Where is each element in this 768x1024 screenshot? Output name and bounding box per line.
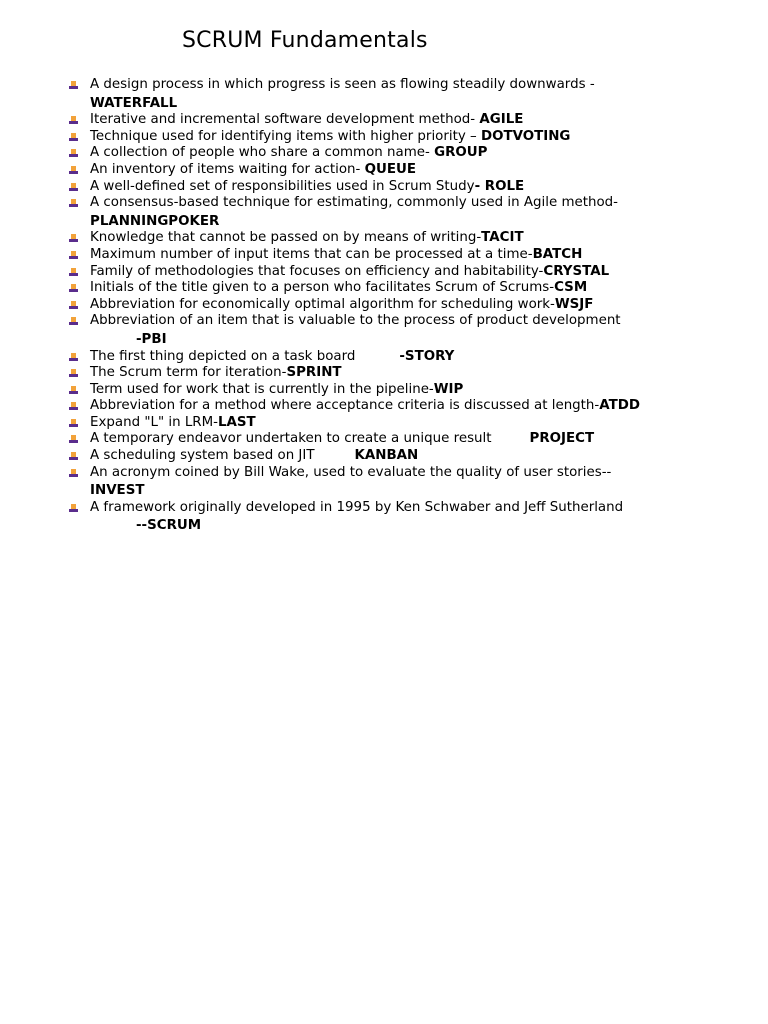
- item-answer: TACIT: [481, 230, 524, 246]
- item-answer: WIP: [433, 381, 464, 397]
- item-answer: CRYSTAL: [543, 263, 610, 279]
- list-item: [66, 448, 756, 465]
- item-question: Abbreviation for a method where acceptance criteria is discussed at length-: [90, 398, 600, 414]
- pencil-bullet-icon: [68, 435, 79, 444]
- pencil-bullet-icon: [68, 419, 79, 428]
- item-question: A collection of people who share a common name-: [90, 145, 435, 161]
- item-answer: WATERFALL: [90, 95, 178, 111]
- pencil-bullet-icon: [68, 81, 79, 90]
- list-item: [66, 280, 756, 297]
- item-question: Knowledge that cannot be passed on by means of writing-: [90, 230, 482, 246]
- list-item: [66, 230, 756, 247]
- pencil-bullet-icon: [68, 402, 79, 411]
- list-item: [66, 415, 756, 432]
- pencil-bullet-icon: [68, 116, 79, 125]
- item-answer: WSJF: [554, 296, 594, 312]
- pencil-bullet-icon: [68, 369, 79, 378]
- list-item: [66, 112, 756, 129]
- item-answer: ATDD: [599, 398, 640, 414]
- item-question: Abbreviation of an item that is valuable to the process of product development: [90, 313, 621, 329]
- item-question: Family of methodologies that focuses on efficiency and habitability-: [90, 263, 544, 279]
- pencil-bullet-icon: [68, 166, 79, 175]
- item-question: Term used for work that is currently in the pipeline-: [90, 381, 434, 397]
- page-title: SCRUM Fundamentals: [182, 28, 428, 53]
- list-item: [66, 264, 756, 281]
- item-answer: SPRINT: [286, 365, 342, 381]
- item-question: An acronym coined by Bill Wake, used to evaluate the quality of user stories--: [90, 464, 612, 480]
- list-item: [66, 247, 756, 264]
- pencil-bullet-icon: [68, 317, 79, 326]
- item-question: Maximum number of input items that can be processed at a time-: [90, 246, 533, 262]
- pencil-bullet-icon: [68, 251, 79, 260]
- pencil-bullet-icon: [68, 149, 79, 158]
- item-answer: PROJECT: [529, 431, 595, 447]
- pencil-bullet-icon: [68, 284, 79, 293]
- list-item: [66, 382, 756, 399]
- list-item: [66, 179, 756, 196]
- pencil-bullet-icon: [68, 353, 79, 362]
- list-item: [66, 129, 756, 146]
- item-answer: AGILE: [479, 112, 524, 128]
- item-question: A well-defined set of responsibilities used in Scrum Study: [90, 178, 475, 194]
- item-question: An inventory of items waiting for action-: [90, 161, 365, 177]
- item-question: A consensus-based technique for estimating, commonly used in Agile method-: [90, 195, 618, 211]
- pencil-bullet-icon: [68, 469, 79, 478]
- item-question: A framework originally developed in 1995 by Ken Schwaber and Jeff Sutherland: [90, 499, 624, 515]
- item-question: Iterative and incremental software development method-: [90, 112, 480, 128]
- list-item: [66, 349, 756, 366]
- list-item: [66, 465, 756, 500]
- list-item: [66, 77, 756, 112]
- item-answer: DOTVOTING: [480, 128, 571, 144]
- term-list: [66, 77, 756, 535]
- pencil-bullet-icon: [68, 452, 79, 461]
- pencil-bullet-icon: [68, 199, 79, 208]
- item-answer: CSM: [554, 280, 588, 296]
- item-question: Expand "L" in LRM-: [90, 414, 218, 430]
- item-question: A scheduling system based on JIT: [90, 448, 315, 464]
- item-answer: LAST: [217, 414, 256, 430]
- item-question: A temporary endeavor undertaken to create a unique result: [90, 431, 492, 447]
- list-item: [66, 162, 756, 179]
- item-question: The Scrum term for iteration-: [90, 365, 287, 381]
- list-item: [66, 195, 756, 230]
- list-item: [66, 398, 756, 415]
- list-item: [66, 313, 756, 348]
- item-answer: BATCH: [532, 246, 583, 262]
- list-item: [66, 297, 756, 314]
- pencil-bullet-icon: [68, 133, 79, 142]
- list-item: [66, 145, 756, 162]
- pencil-bullet-icon: [68, 504, 79, 513]
- item-question: The first thing depicted on a task board: [90, 348, 356, 364]
- item-answer: -STORY: [399, 348, 455, 364]
- item-answer: PLANNINGPOKER: [90, 213, 220, 229]
- pencil-bullet-icon: [68, 386, 79, 395]
- item-answer: QUEUE: [364, 161, 417, 177]
- item-answer: -PBI: [136, 331, 167, 347]
- pencil-bullet-icon: [68, 301, 79, 310]
- list-item: [66, 365, 756, 382]
- item-question: Initials of the title given to a person who facilitates Scrum of Scrums-: [90, 280, 555, 296]
- item-answer: KANBAN: [354, 448, 419, 464]
- item-answer: - ROLE: [474, 178, 525, 194]
- pencil-bullet-icon: [68, 268, 79, 277]
- list-item: [66, 431, 756, 448]
- item-question: A design process in which progress is seen as flowing steadily downwards -: [90, 77, 595, 92]
- list-item: [66, 500, 756, 535]
- item-answer: INVEST: [90, 483, 145, 499]
- pencil-bullet-icon: [68, 234, 79, 243]
- item-answer: GROUP: [434, 145, 488, 161]
- item-question: Technique used for identifying items with higher priority –: [90, 128, 481, 144]
- pencil-bullet-icon: [68, 183, 79, 192]
- item-question: Abbreviation for economically optimal algorithm for scheduling work-: [90, 296, 555, 312]
- item-answer: --SCRUM: [136, 518, 202, 534]
